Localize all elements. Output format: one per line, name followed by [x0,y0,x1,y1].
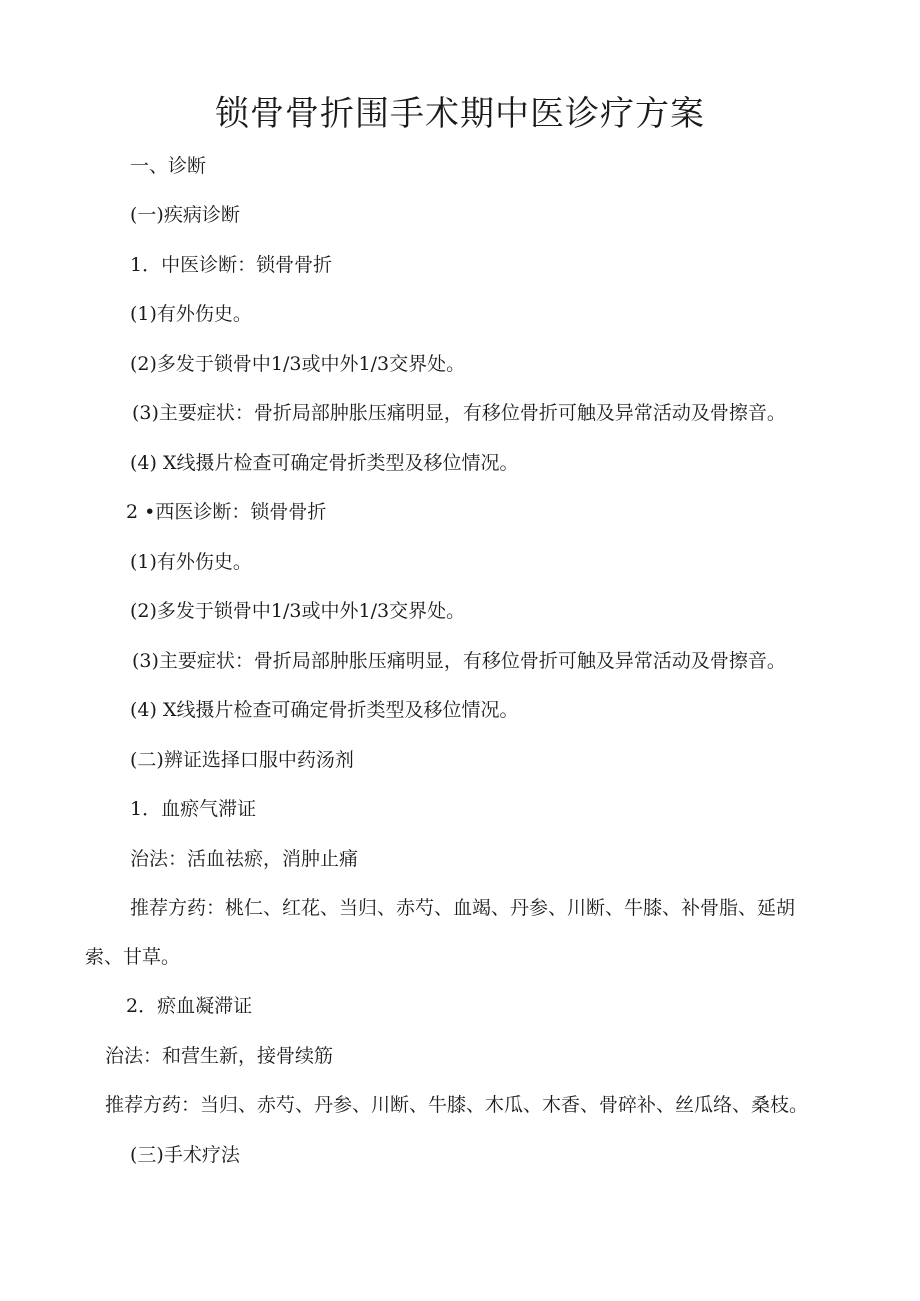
paragraph-line: (3)主要症状：骨折局部肿胀压痛明显，有移位骨折可触及异常活动及骨擦音。 [132,402,786,424]
paragraph-line: 索、甘草。 [85,946,181,968]
subsection-syndrome-herbs: (二)辨证选择口服中药汤剂 [130,749,354,771]
paragraph-line: (3)主要症状：骨折局部肿胀压痛明显，有移位骨折可触及异常活动及骨擦音。 [132,650,786,672]
item-blood-stasis: 1．血瘀气滞证 [130,798,257,820]
paragraph-line: (1)有外伤史。 [130,551,252,573]
subsection-disease-diagnosis: (一)疾病诊断 [130,204,240,226]
section-heading-diagnosis: 一、诊断 [130,155,207,177]
subsection-surgical-therapy: (三)手术疗法 [130,1144,240,1166]
paragraph-line: (1)有外伤史。 [130,303,252,325]
paragraph-line: 推荐方药：当归、赤芍、丹参、川断、牛膝、木瓜、木香、骨碎补、丝瓜络、桑枝。 [105,1094,809,1116]
paragraph-line: 推荐方药：桃仁、红花、当归、赤芍、血竭、丹参、川断、牛膝、补骨脂、延胡 [130,897,796,919]
item-tcm-diagnosis: 1．中医诊断：锁骨骨折 [130,254,333,276]
paragraph-line: 治法：活血祛瘀，消肿止痛 [130,848,359,870]
paragraph-line: (2)多发于锁骨中1/3或中外1/3交界处。 [130,353,466,375]
paragraph-line: 治法：和营生新，接骨续筋 [105,1045,334,1067]
paragraph-line: (4) X线摄片检查可确定骨折类型及移位情况。 [130,699,519,721]
paragraph-line: (4) X线摄片检查可确定骨折类型及移位情况。 [130,452,519,474]
document-title: 锁骨骨折围手术期中医诊疗方案 [215,94,705,134]
paragraph-line: (2)多发于锁骨中1/3或中外1/3交界处。 [130,600,466,622]
item-western-diagnosis: 2 •西医诊断：锁骨骨折 [126,501,327,523]
item-blood-coagulation: 2．瘀血凝滞证 [126,995,253,1017]
